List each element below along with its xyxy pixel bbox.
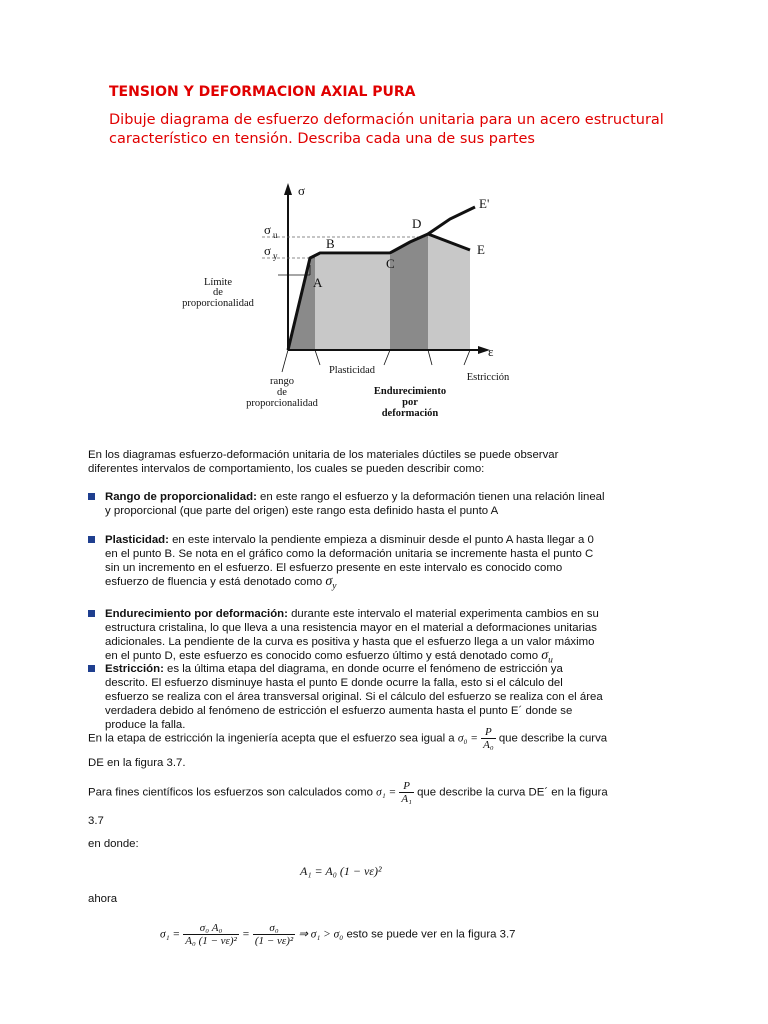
bullet-text: en este intervalo la pendiente empieza a disminuir desde el punto A hasta llegar a 0 en el punto B. Se nota en el gráfico como la deformación unitaria se incremente hasta el punto C sin un incremento en el esfuerzo. El esfuerzo presente en este intervalo es conocido como esfuerzo de fluencia y está denotado como: [105, 534, 594, 588]
square-bullet-icon: [88, 665, 95, 672]
paragraph-text: En la etapa de estricción la ingeniería acepta que el esfuerzo sea igual a: [88, 732, 455, 745]
formula-sigma0: σ₀ =: [457, 732, 478, 745]
point-c-label: C: [386, 256, 395, 271]
bullet-rango: [88, 490, 608, 518]
plasticidad-label: Plasticidad: [328, 365, 376, 376]
limite-label-1: Límite: [204, 277, 232, 288]
estriccion-label: Estricción: [466, 372, 510, 383]
point-e-label: E: [477, 242, 485, 257]
ahora-label: ahora: [88, 893, 118, 905]
paragraph-text-continued: DE en la figura 3.7.: [88, 757, 186, 769]
square-bullet-icon: [88, 493, 95, 500]
sigma-subscript: u: [548, 655, 553, 666]
bullet-text: en este rango el esfuerzo y la deformación tienen una relación lineal y proporcional (que parte del origen) este rango esta definido hasta el punto A: [105, 491, 605, 517]
sigma-symbol: σ: [541, 648, 549, 663]
stress-strain-diagram: [170, 175, 530, 425]
fraction-denominator: A₁: [401, 793, 412, 805]
fraction-numerator: σ₀: [253, 922, 295, 935]
endurecimiento-label-3: deformación: [381, 408, 439, 419]
bullet-text: durante este intervalo el material experimenta cambios en su estructura cristalina, lo que lleva a una resistencia mayor en el material a deformaciones unitarias adicionales. La pendiente de la curva es positiva y hasta que el esfuerzo llega a un valor máximo en el punto D, este esfuerzo es conocido como esfuerzo último y está denotado como: [105, 608, 599, 662]
formula-final: [160, 922, 516, 947]
fraction-denominator: (1 − νε)²: [254, 935, 294, 947]
fraction-numerator: P: [481, 726, 496, 739]
limite-label-3: proporcionalidad: [182, 298, 254, 309]
square-bullet-icon: [88, 536, 95, 543]
formula-fraction: [481, 726, 496, 751]
endurecimiento-label-1: Endurecimiento: [373, 386, 447, 397]
intro-paragraph: En los diagramas esfuerzo-deformación unitaria de los materiales dúctiles se puede observar diferentes intervalos de comportamiento, los cuales se pueden describir como:: [88, 449, 559, 475]
formula-sigma1: σ₁ =: [376, 786, 397, 799]
bullet-endurecimiento: [88, 607, 608, 667]
formula-area: A₁ = A₀ (1 − νε)²: [300, 864, 382, 878]
formula-sigma1: σ₁ =: [160, 928, 181, 941]
true-stress-curve: [428, 207, 475, 234]
paragraph-text: Para fines científicos los esfuerzos son calculados como: [88, 786, 373, 799]
paragraph-text: que describe la curva: [498, 732, 608, 745]
bullet-estriccion: [88, 662, 608, 732]
rango-label-3: proporcionalidad: [246, 398, 318, 409]
rango-label-2: de: [277, 387, 287, 398]
sigma-u-sub: u: [273, 230, 278, 240]
point-b-label: B: [326, 236, 335, 251]
sigma-axis-label: σ: [298, 183, 306, 198]
bullet-term: Plasticidad:: [105, 534, 169, 546]
paragraph-text: esto se puede ver en la figura 3.7: [346, 928, 516, 941]
paragraph-text-continued: 3.7: [88, 815, 104, 827]
question-text: Dibuje diagrama de esfuerzo deformación unitaria para un acero estructural característico en tensión. Describa cada una de sus partes: [109, 112, 664, 147]
point-d-label: D: [412, 216, 422, 231]
bullet-text: es la última etapa del diagrama, en donde ocurre el fenómeno de estricción ya descrito. El esfuerzo disminuye hasta el punto E donde ocurre la falla, esto si el cálculo del esfuerzo se realiza con el área transversal original. Si el cálculo del esfuerzo se realiza con el área verdadera debido al fenómeno de estricción el esfuerzo aumenta hasta el punto E´ donde se produce la falla.: [105, 663, 603, 731]
page-title: TENSION Y DEFORMACION AXIAL PURA: [109, 84, 416, 100]
point-e-prime-label: E': [479, 196, 490, 211]
fraction-numerator: σ₀ A₀: [183, 922, 239, 935]
bullet-term: Estricción:: [105, 663, 164, 675]
square-bullet-icon: [88, 610, 95, 617]
formula-inequality: ⇒ σ₁ > σ₀: [298, 928, 344, 941]
en-donde-label: en donde:: [88, 838, 139, 850]
endurecimiento-label-2: por: [402, 397, 418, 408]
epsilon-axis-label: ε: [488, 344, 494, 359]
limite-label-2: de: [213, 287, 223, 298]
sigma-subscript: y: [332, 581, 337, 592]
sigma-y-sub: y: [273, 251, 278, 261]
bullet-plasticidad: [88, 533, 608, 593]
formula-fraction: [253, 922, 295, 947]
bullet-term: Endurecimiento por deformación:: [105, 608, 288, 620]
region-estriccion: [428, 235, 470, 350]
sigma-u-label: σ: [264, 222, 272, 237]
sigma-y-label: σ: [264, 243, 272, 258]
equals-sign: =: [242, 928, 250, 941]
fraction-denominator: A₀ (1 − νε)²: [185, 935, 237, 947]
region-plasticidad: [315, 255, 390, 350]
formula-fraction: [183, 922, 239, 947]
paragraph-text: que describe la curva DE´ en la figura: [417, 786, 608, 799]
rango-label-1: rango: [270, 376, 294, 387]
point-a-label: A: [313, 275, 323, 290]
fraction-numerator: P: [399, 780, 414, 793]
bullet-term: Rango de proporcionalidad:: [105, 491, 257, 503]
fraction-denominator: A₀: [483, 739, 494, 751]
region-endurecimiento: [390, 235, 428, 350]
paragraph-cientificos: [88, 780, 608, 805]
sigma-symbol: σ: [325, 574, 333, 589]
paragraph-ingenieria: [88, 726, 607, 751]
formula-fraction: [399, 780, 414, 805]
